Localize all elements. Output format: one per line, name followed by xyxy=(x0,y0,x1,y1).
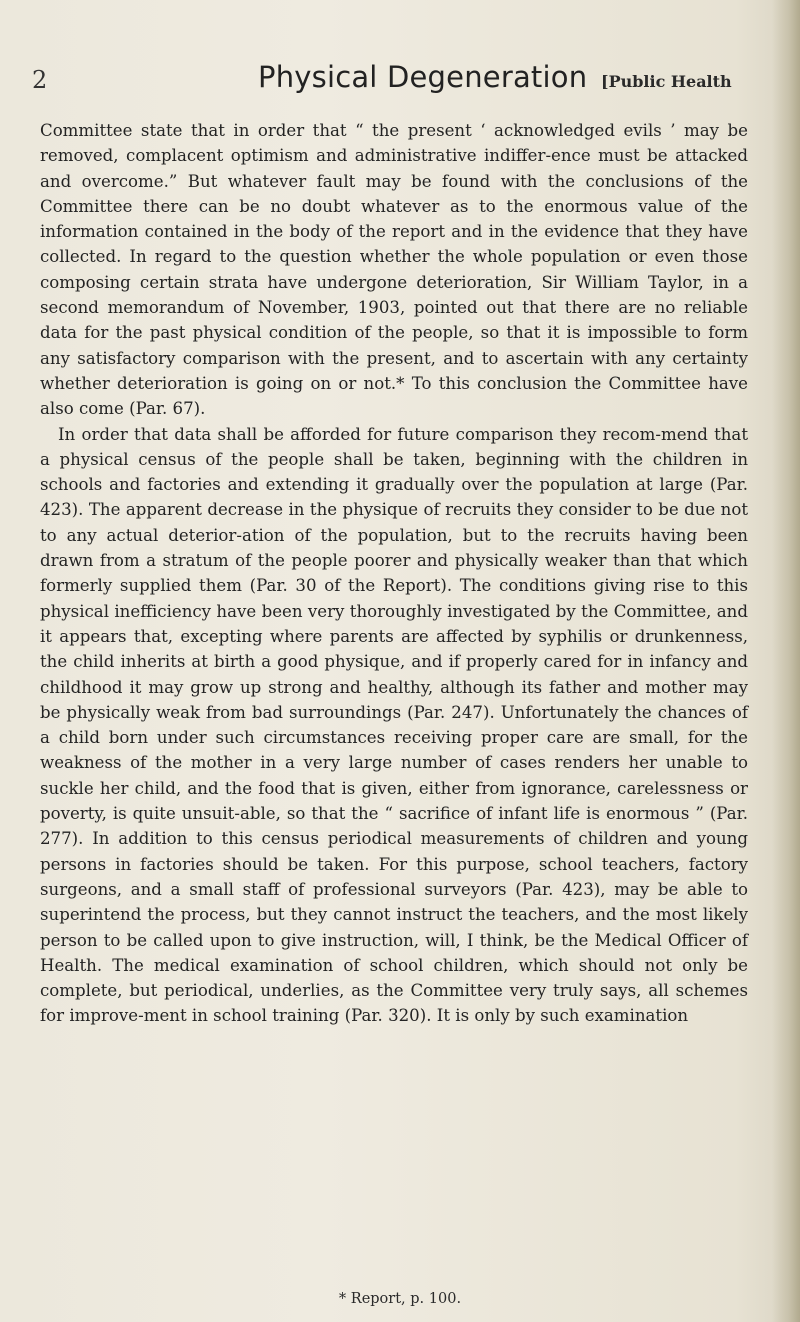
page-header xyxy=(0,60,800,104)
footnote: * Report, p. 100. xyxy=(338,1291,462,1307)
running-title: Physical Degeneration xyxy=(258,60,588,94)
section-label: [Public Health xyxy=(601,72,732,91)
paragraph-2: In order that data shall be afforded for future comparison they recom-mend that a physical census of the people shall be taken, beginning with the children in schools and factories and extending it gradually over the population at large (Par. 423). The apparent decrease in the physique of recruits they consider to be due not to any actual deterior-ation of the population, but to the recruits having been drawn from a stratum of the people poorer and physically weaker than that which formerly supplied them (Par. 30 of the Report). The conditions giving rise to this physical inefficiency have been very thoroughly investigated by the Committee, and it appears that, excepting where parents are affected by syphilis or drunkenness, the child inherits at birth a good physique, and if properly cared for in infancy and childhood it may grow up strong and healthy, although its father and mother may be physically weak from bad surroundings (Par. 247). Unfortunately the chances of a child born under such circumstances receiving proper care are small, for the weakness of the mother in a very large number of cases renders her unable to suckle her child, and the food that is given, either from ignorance, carelessness or poverty, is quite unsuit-able, so that the “ sacrifice of infant life is enormous ” (Par. 277). In addition to this census periodical measurements of children and young persons in factories should be taken. For this purpose, school teachers, factory surgeons, and a small staff of professional surveyors (Par. 423), may be able to superintend the process, but they cannot instruct the teachers, and the most likely person to be called upon to give instruction, will, I think, be the Medical Officer of Health. The medical examination of school children, which should not only be complete, but periodical, underlies, as the Committee very truly says, all schemes for improve-ment in school training (Par. 320). It is only by such examination xyxy=(40,424,748,1026)
paragraph-1: Committee state that in order that “ the present ‘ acknowledged evils ’ may be removed, complacent optimism and administrative indiffer-ence must be attacked and overcome.” But whatever fault may be found with the conclusions of the Committee there can be no doubt whatever as to the enormous value of the information contained in the body of the report and in the evidence that they have collected. In regard to the question whether the whole population or even those composing certain strata have undergone deterioration, Sir William Taylor, in a second memorandum of November, 1903, pointed out that there are no reliable data for the past physical condition of the people, so that it is impossible to form any satisfactory comparison with the present, and to ascertain with any certainty whether deterioration is going on or not.* To this conclusion the Committee have also come (Par. 67). xyxy=(40,121,748,419)
page-edge-shadow xyxy=(772,0,800,1322)
page-number: 2 xyxy=(32,66,48,94)
body-text xyxy=(40,118,748,1029)
